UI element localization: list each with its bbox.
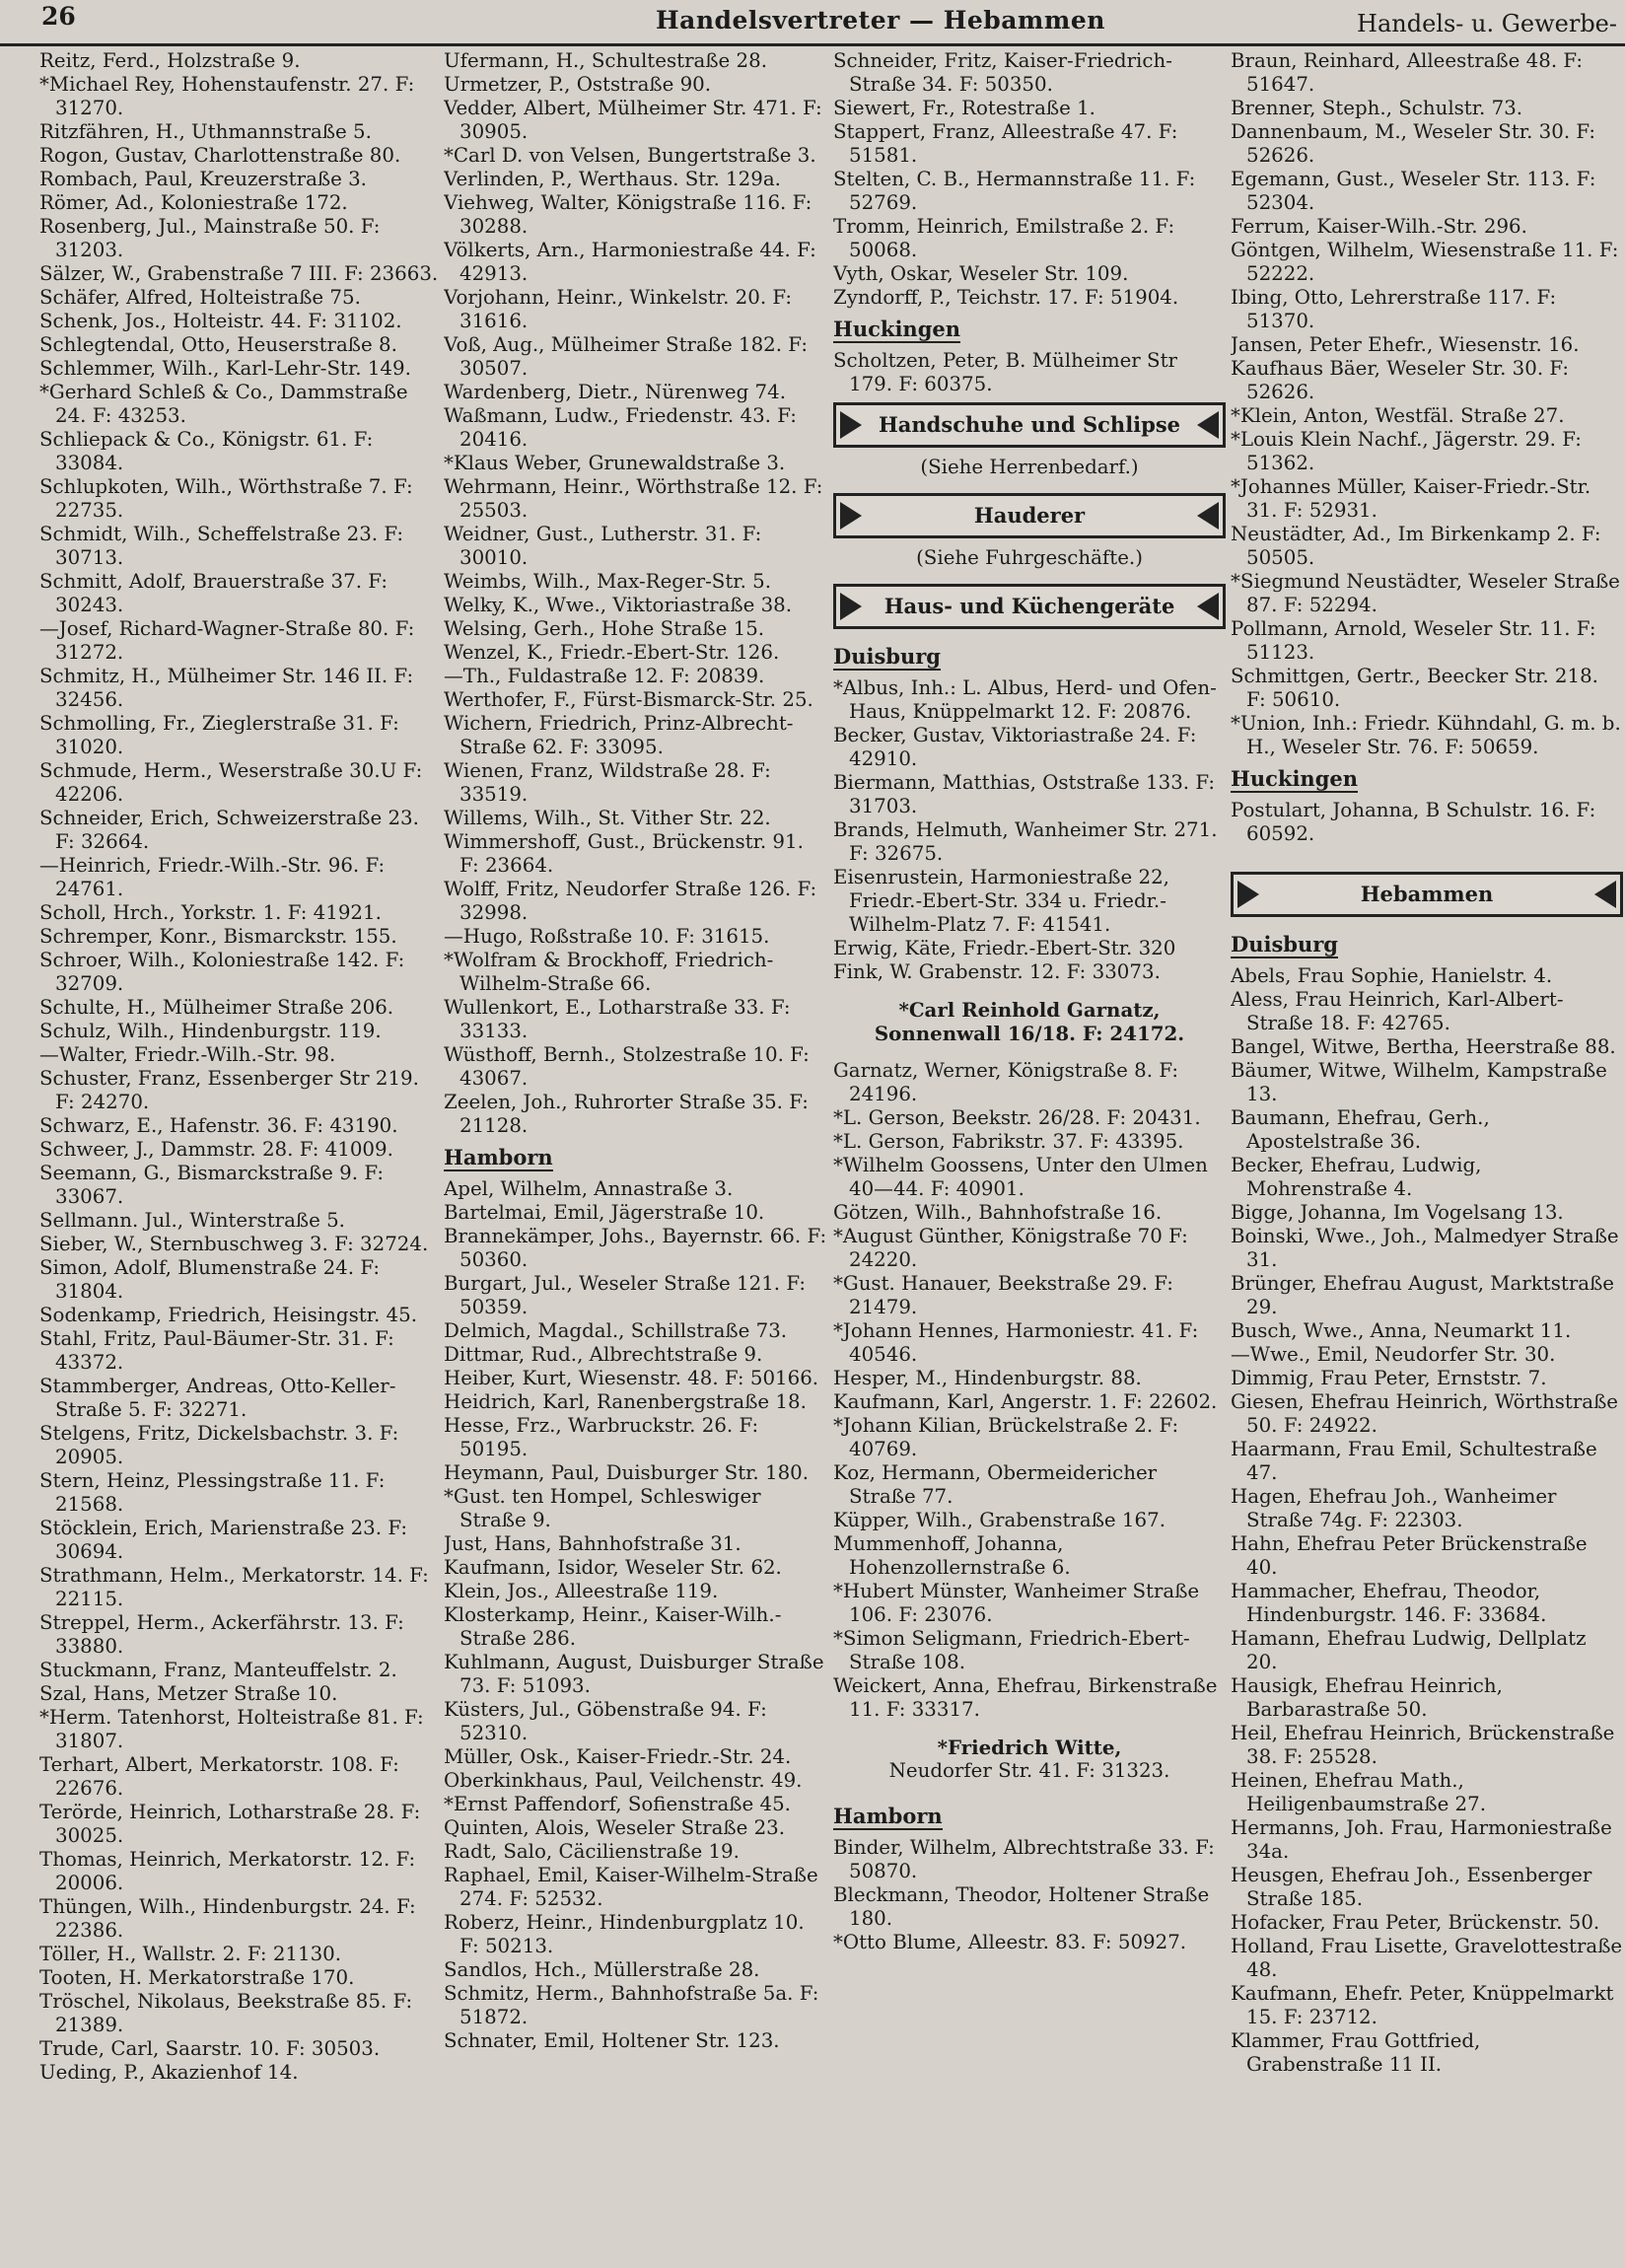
directory-entry: Baumann, Ehefrau, Gerh., Apostelstraße 36. <box>1231 1106 1490 1153</box>
bowtie-ornament-icon <box>1197 411 1219 439</box>
directory-entry: *Johann Hennes, Harmoniestr. 41. F: 40546. <box>833 1319 1199 1366</box>
featured-entry-name: *Carl Reinhold Garnatz, <box>898 998 1161 1022</box>
directory-entry: Schmude, Herm., Weserstraße 30.U F: 42206. <box>39 759 423 806</box>
directory-entry: Schmitz, H., Mülheimer Str. 146 II. F: 32456. <box>39 665 414 711</box>
entry-list <box>444 1177 828 2053</box>
directory-entry: —Hugo, Roßstraße 10. F: 31615. <box>444 925 770 948</box>
section-heading-hamborn: Hamborn <box>444 1145 553 1169</box>
entry-list <box>833 49 1226 310</box>
section-heading-huckingen: Huckingen <box>1231 766 1359 791</box>
directory-entry: Werthofer, F., Fürst-Bismarck-Str. 25. <box>444 688 813 711</box>
directory-entry: Fink, W. Grabenstr. 12. F: 33073. <box>833 960 1161 983</box>
directory-entry: Roberz, Heinr., Hindenburgplatz 10. F: 50213. <box>444 1911 805 1957</box>
directory-entry: Boinski, Wwe., Joh., Malmedyer Straße 31. <box>1231 1225 1619 1271</box>
directory-entry: Weidner, Gust., Lutherstr. 31. F: 30010. <box>444 523 762 569</box>
directory-entry: Hausigk, Ehefrau Heinrich, Barbarastraße 50. <box>1231 1674 1503 1721</box>
directory-entry: *Wilhelm Goossens, Unter den Ulmen 40—44. F: 40901. <box>833 1154 1208 1200</box>
directory-entry: Dannenbaum, M., Weseler Str. 30. F: 52626. <box>1231 120 1596 167</box>
category-title: Hauderer <box>973 503 1086 528</box>
featured-entry-address: Neudorfer Str. 41. F: 31323. <box>888 1759 1170 1782</box>
directory-entry: Thüngen, Wilh., Hindenburgstr. 24. F: 22386. <box>39 1895 416 1942</box>
directory-entry: Schroer, Wilh., Koloniestraße 142. F: 32709. <box>39 949 405 995</box>
directory-entry: Ritzfähren, H., Uthmannstraße 5. <box>39 120 372 143</box>
directory-entry: Heymann, Paul, Duisburger Str. 180. <box>444 1461 810 1484</box>
directory-entry: Becker, Ehefrau, Ludwig, Mohrenstraße 4. <box>1231 1154 1482 1200</box>
featured-entry-address: Sonnenwall 16/18. F: 24172. <box>874 1022 1185 1045</box>
directory-entry: Welsing, Gerh., Hohe Straße 15. <box>444 617 765 640</box>
directory-entry: Reitz, Ferd., Holzstraße 9. <box>39 49 301 72</box>
section-heading-duisburg: Duisburg <box>1231 932 1338 957</box>
directory-entry: Göntgen, Wilhelm, Wiesenstraße 11. F: 52222. <box>1231 239 1619 285</box>
directory-entry: Wolff, Fritz, Neudorfer Straße 126. F: 32998. <box>444 878 817 924</box>
directory-entry: Heiber, Kurt, Wiesenstr. 48. F: 50166. <box>444 1367 819 1389</box>
bowtie-ornament-icon <box>1594 881 1616 908</box>
category-title: Handschuhe und Schlipse <box>878 412 1181 437</box>
directory-entry: Welky, K., Wwe., Viktoriastraße 38. <box>444 594 793 616</box>
directory-entry: Schnater, Emil, Holtener Str. 123. <box>444 2029 780 2052</box>
directory-entry: Klammer, Frau Gottfried, Grabenstraße 11 II. <box>1231 2029 1481 2076</box>
directory-entry: Kaufhaus Bäer, Weseler Str. 30. F: 52626. <box>1231 357 1570 403</box>
directory-entry: Schmittgen, Gertr., Beecker Str. 218. F: 50610. <box>1231 665 1598 711</box>
directory-entry: Hesper, M., Hindenburgstr. 88. <box>833 1367 1142 1389</box>
directory-entry: Biermann, Matthias, Oststraße 133. F: 31703. <box>833 771 1216 817</box>
directory-entry: *Gust. ten Hompel, Schleswiger Straße 9. <box>444 1485 761 1531</box>
directory-entry: Strathmann, Helm., Merkatorstr. 14. F: 22115. <box>39 1564 429 1610</box>
section-heading-huckingen: Huckingen <box>833 317 961 341</box>
directory-entry: Haarmann, Frau Emil, Schultestraße 47. <box>1231 1438 1597 1484</box>
directory-entry: Simon, Adolf, Blumenstraße 24. F: 31804. <box>39 1256 381 1303</box>
directory-entry: *Gerhard Schleß & Co., Dammstraße 24. F: 43253. <box>39 381 408 427</box>
bowtie-ornament-icon <box>840 593 862 620</box>
entry-list <box>833 349 1226 396</box>
directory-entry: *Carl D. von Velsen, Bungertstraße 3. <box>444 144 816 167</box>
directory-entry: Bangel, Witwe, Bertha, Heerstraße 88. <box>1231 1035 1616 1058</box>
directory-entry: Stammberger, Andreas, Otto-Keller-Straße 5. F: 32271. <box>39 1375 396 1421</box>
directory-entry: Wüsthoff, Bernh., Stolzestraße 10. F: 43067. <box>444 1043 810 1090</box>
bowtie-ornament-icon <box>1237 881 1259 908</box>
directory-entry: Oberkinkhaus, Paul, Veilchenstr. 49. <box>444 1769 803 1792</box>
directory-entry: Schwarz, E., Hafenstr. 36. F: 43190. <box>39 1114 398 1137</box>
directory-entry: Waßmann, Ludw., Friedenstr. 43. F: 20416. <box>444 404 797 451</box>
directory-entry: Bäumer, Witwe, Wilhelm, Kampstraße 13. <box>1231 1059 1607 1105</box>
directory-entry: Scholl, Hrch., Yorkstr. 1. F: 41921. <box>39 901 382 924</box>
directory-entry: Küsters, Jul., Göbenstraße 94. F: 52310. <box>444 1698 767 1744</box>
directory-entry: —Heinrich, Friedr.-Wilh.-Str. 96. F: 24761. <box>39 854 386 900</box>
directory-entry: Schlupkoten, Wilh., Wörthstraße 7. F: 22735. <box>39 475 413 522</box>
directory-entry: *Klaus Weber, Grunewaldstraße 3. <box>444 452 786 474</box>
directory-entry: Hammacher, Ehefrau, Theodor, Hindenburgstr. 146. F: 33684. <box>1231 1580 1547 1626</box>
directory-entry: Wullenkort, E., Lotharstraße 33. F: 33133. <box>444 996 791 1042</box>
directory-entry: *Union, Inh.: Friedr. Kühndahl, G. m. b. H., Weseler Str. 76. F: 50659. <box>1231 712 1621 758</box>
directory-entry: Verlinden, P., Werthaus. Str. 129a. <box>444 168 781 190</box>
category-banner <box>1231 872 1623 917</box>
directory-entry: Schlemmer, Wilh., Karl-Lehr-Str. 149. <box>39 357 411 380</box>
directory-entry: Töller, H., Wallstr. 2. F: 21130. <box>39 1943 342 1965</box>
directory-entry: Giesen, Ehefrau Heinrich, Wörthstraße 50. F: 24922. <box>1231 1390 1619 1437</box>
directory-entry: Bleckmann, Theodor, Holtener Straße 180. <box>833 1883 1210 1930</box>
directory-entry: Willems, Wilh., St. Vither Str. 22. <box>444 807 771 829</box>
directory-entry: Stahl, Fritz, Paul-Bäumer-Str. 31. F: 43372. <box>39 1327 394 1374</box>
entry-list <box>1231 799 1623 846</box>
directory-entry: Schulz, Wilh., Hindenburgstr. 119. <box>39 1020 382 1042</box>
directory-entry: Schweer, J., Dammstr. 28. F: 41009. <box>39 1138 393 1161</box>
directory-entry: Völkerts, Arn., Harmoniestraße 44. F: 42913. <box>444 239 816 285</box>
directory-entry: *Herm. Tatenhorst, Holteistraße 81. F: 31807. <box>39 1706 424 1752</box>
directory-entry: Brands, Helmuth, Wanheimer Str. 271. F: 32675. <box>833 818 1218 865</box>
directory-entry: Delmich, Magdal., Schillstraße 73. <box>444 1319 788 1342</box>
directory-entry: Erwig, Käte, Friedr.-Ebert-Str. 320 <box>833 937 1176 959</box>
directory-entry: Raphael, Emil, Kaiser-Wilhelm-Straße 274. F: 52532. <box>444 1864 818 1910</box>
directory-entry: Ueding, P., Akazienhof 14. <box>39 2061 299 2084</box>
category-banner <box>833 402 1226 448</box>
directory-entry: Tooten, H. Merkatorstraße 170. <box>39 1966 355 1989</box>
directory-entry: Binder, Wilhelm, Albrechtstraße 33. F: 50870. <box>833 1836 1215 1882</box>
directory-entry: Zyndorff, P., Teichstr. 17. F: 51904. <box>833 286 1179 309</box>
directory-entry: Schäfer, Alfred, Holteistraße 75. <box>39 286 361 309</box>
directory-entry: Szal, Hans, Metzer Straße 10. <box>39 1682 338 1705</box>
directory-entry: Sieber, W., Sternbuschweg 3. F: 32724. <box>39 1233 429 1255</box>
directory-entry: *Michael Rey, Hohenstaufenstr. 27. F: 31270. <box>39 73 415 119</box>
directory-entry: Neustädter, Ad., Im Birkenkamp 2. F: 50505. <box>1231 523 1601 569</box>
directory-entry: Hahn, Ehefrau Peter Brückenstraße 40. <box>1231 1532 1588 1579</box>
entry-list <box>1231 49 1623 759</box>
directory-entry: Hamann, Ehefrau Ludwig, Dellplatz 20. <box>1231 1627 1587 1673</box>
column-4 <box>1231 49 1623 2258</box>
directory-entry: Klosterkamp, Heinr., Kaiser-Wilh.-Straße 286. <box>444 1603 782 1650</box>
directory-entry: Klein, Jos., Alleestraße 119. <box>444 1580 719 1602</box>
directory-entry: Scholtzen, Peter, B. Mülheimer Str 179. F: 60375. <box>833 349 1178 395</box>
cross-reference: (Siehe Fuhrgeschäfte.) <box>916 546 1143 569</box>
category-banner <box>833 493 1226 538</box>
directory-entry: Kuhlmann, August, Duisburger Straße 73. F: 51093. <box>444 1651 824 1697</box>
directory-entry: Terhart, Albert, Merkatorstr. 108. F: 22676. <box>39 1753 399 1800</box>
directory-entry: Eisenrustein, Harmoniestraße 22, Friedr.-Ebert-Str. 334 u. Friedr.-Wilhelm-Platz 7. F: 41541. <box>833 866 1169 936</box>
directory-entry: Becker, Gustav, Viktoriastraße 24. F: 42910. <box>833 724 1197 770</box>
directory-entry: Wimmershoff, Gust., Brückenstr. 91. F: 23664. <box>444 830 804 877</box>
directory-entry: Schuster, Franz, Essenberger Str 219. F: 24270. <box>39 1067 419 1113</box>
directory-entry: Heidrich, Karl, Ranenbergstraße 18. <box>444 1390 807 1413</box>
directory-entry: Schenk, Jos., Holteistr. 44. F: 31102. <box>39 310 402 332</box>
cross-reference: (Siehe Herrenbedarf.) <box>920 456 1139 478</box>
directory-entry: Heinen, Ehefrau Math., Heiligenbaumstraße 27. <box>1231 1769 1487 1815</box>
column-1 <box>39 49 439 2258</box>
directory-entry: *Otto Blume, Alleestr. 83. F: 50927. <box>833 1931 1187 1953</box>
entry-list <box>833 1059 1226 1722</box>
directory-entry: Heil, Ehefrau Heinrich, Brückenstraße 38. F: 25528. <box>1231 1722 1615 1768</box>
directory-entry: *August Günther, Königstraße 70 F: 24220. <box>833 1225 1188 1271</box>
directory-entry: Wehrmann, Heinr., Wörthstraße 12. F: 25503. <box>444 475 823 522</box>
directory-entry: Weimbs, Wilh., Max-Reger-Str. 5. <box>444 570 772 593</box>
directory-entry: Holland, Frau Lisette, Gravelottestraße 48. <box>1231 1935 1623 1981</box>
directory-entry: Tromm, Heinrich, Emilstraße 2. F: 50068. <box>833 215 1175 261</box>
directory-entry: *Siegmund Neustädter, Weseler Straße 87. F: 52294. <box>1231 570 1620 616</box>
directory-entry: Götzen, Wilh., Bahnhofstraße 16. <box>833 1201 1163 1224</box>
directory-entry: Heusgen, Ehefrau Joh., Essenberger Straße 185. <box>1231 1864 1592 1910</box>
directory-entry: Ibing, Otto, Lehrerstraße 117. F: 51370. <box>1231 286 1557 332</box>
directory-entry: Wienen, Franz, Wildstraße 28. F: 33519. <box>444 759 771 806</box>
directory-entry: Wichern, Friedrich, Prinz-Albrecht-Straße 62. F: 33095. <box>444 712 794 758</box>
directory-entry: *Louis Klein Nachf., Jägerstr. 29. F: 51362. <box>1231 428 1582 474</box>
bowtie-ornament-icon <box>840 411 862 439</box>
directory-entry: Pollmann, Arnold, Weseler Str. 11. F: 51123. <box>1231 617 1596 664</box>
directory-entry: Braun, Reinhard, Alleestraße 48. F: 51647. <box>1231 49 1584 96</box>
directory-entry: Burgart, Jul., Weseler Straße 121. F: 50359. <box>444 1272 807 1318</box>
directory-entry: —Wwe., Emil, Neudorfer Str. 30. <box>1231 1343 1556 1366</box>
directory-entry: Weickert, Anna, Ehefrau, Birkenstraße 11. F: 33317. <box>833 1674 1218 1721</box>
directory-entry: Kaufmann, Isidor, Weseler Str. 62. <box>444 1556 782 1579</box>
directory-entry: Postulart, Johanna, B Schulstr. 16. F: 60592. <box>1231 799 1596 845</box>
category-banner <box>833 584 1226 629</box>
entry-list <box>444 49 828 1138</box>
directory-entry: Sandlos, Hch., Müllerstraße 28. <box>444 1958 760 1981</box>
directory-entry: Stuckmann, Franz, Manteuffelstr. 2. <box>39 1659 397 1681</box>
directory-entry: *L. Gerson, Beekstr. 26/28. F: 20431. <box>833 1106 1201 1129</box>
directory-entry: *L. Gerson, Fabrikstr. 37. F: 43395. <box>833 1130 1184 1153</box>
directory-entry: Vyth, Oskar, Weseler Str. 109. <box>833 262 1129 285</box>
bowtie-ornament-icon <box>1197 502 1219 530</box>
directory-entry: Viehweg, Walter, Königstraße 116. F: 30288. <box>444 191 812 238</box>
directory-entry: Sodenkamp, Friedrich, Heisingstr. 45. <box>39 1304 417 1326</box>
directory-entry: Wardenberg, Dietr., Nürenweg 74. <box>444 381 787 403</box>
directory-entry: Trude, Carl, Saarstr. 10. F: 30503. <box>39 2037 381 2060</box>
entry-list <box>1231 964 1623 2077</box>
directory-entry: Römer, Ad., Koloniestraße 172. <box>39 191 348 214</box>
directory-entry: Jansen, Peter Ehefr., Wiesenstr. 16. <box>1231 333 1580 356</box>
directory-entry: Stelgens, Fritz, Dickelsbachstr. 3. F: 20905. <box>39 1422 399 1468</box>
directory-entry: *Johann Kilian, Brückelstraße 2. F: 40769. <box>833 1414 1179 1460</box>
directory-entry: Schmolling, Fr., Zieglerstraße 31. F: 31020. <box>39 712 399 758</box>
directory-entry: *Klein, Anton, Westfäl. Straße 27. <box>1231 404 1565 427</box>
directory-entry: Vedder, Albert, Mülheimer Str. 471. F: 30905. <box>444 97 822 143</box>
directory-entry: *Hubert Münster, Wanheimer Straße 106. F: 23076. <box>833 1580 1200 1626</box>
directory-entry: Stern, Heinz, Plessingstraße 11. F: 21568. <box>39 1469 386 1516</box>
directory-entry: Schmidt, Wilh., Scheffelstraße 23. F: 30713. <box>39 523 404 569</box>
directory-entry: Kaufmann, Karl, Angerstr. 1. F: 22602. <box>833 1390 1218 1413</box>
directory-entry: Streppel, Herm., Ackerfährstr. 13. F: 33880. <box>39 1611 404 1658</box>
directory-entry: Terörde, Heinrich, Lotharstraße 28. F: 30025. <box>39 1801 421 1847</box>
directory-entry: Müller, Osk., Kaiser-Friedr.-Str. 24. <box>444 1745 792 1768</box>
directory-entry: Ferrum, Kaiser-Wilh.-Str. 296. <box>1231 215 1527 238</box>
directory-entry: Wenzel, K., Friedr.-Ebert-Str. 126. <box>444 641 780 664</box>
bowtie-ornament-icon <box>1197 593 1219 620</box>
directory-entry: —Josef, Richard-Wagner-Straße 80. F: 31272. <box>39 617 415 664</box>
directory-entry: Garnatz, Werner, Königstraße 8. F: 24196. <box>833 1059 1179 1105</box>
directory-entry: Schulte, H., Mülheimer Straße 206. <box>39 996 394 1019</box>
column-2 <box>444 49 828 2258</box>
directory-entry: Egemann, Gust., Weseler Str. 113. F: 52304. <box>1231 168 1596 214</box>
featured-entry-name: *Friedrich Witte, <box>937 1736 1122 1759</box>
directory-entry: Sellmann. Jul., Winterstraße 5. <box>39 1209 345 1232</box>
directory-entry: Stöcklein, Erich, Marienstraße 23. F: 30694. <box>39 1517 408 1563</box>
page-header <box>0 0 1625 46</box>
category-title: Haus- und Küchengeräte <box>883 594 1175 618</box>
directory-entry: Vorjohann, Heinr., Winkelstr. 20. F: 31616. <box>444 286 793 332</box>
directory-entry: Hermanns, Joh. Frau, Harmoniestraße 34a. <box>1231 1816 1612 1863</box>
directory-entry: Siewert, Fr., Rotestraße 1. <box>833 97 1095 119</box>
directory-entry: Urmetzer, P., Oststraße 90. <box>444 73 712 96</box>
directory-entry: Quinten, Alois, Weseler Straße 23. <box>444 1816 786 1839</box>
directory-entry: Aless, Frau Heinrich, Karl-Albert-Straße 18. F: 42765. <box>1231 988 1564 1034</box>
directory-entry: Mummenhoff, Johanna, Hohenzollernstraße 6. <box>833 1532 1071 1579</box>
directory-entry: Radt, Salo, Cäcilienstraße 19. <box>444 1840 740 1863</box>
directory-entry: Schneider, Erich, Schweizerstraße 23. F: 32664. <box>39 807 419 853</box>
directory-entry: Rogon, Gustav, Charlottenstraße 80. <box>39 144 401 167</box>
directory-entry: Schmitt, Adolf, Brauerstraße 37. F: 30243. <box>39 570 388 616</box>
directory-entry: Rosenberg, Jul., Mainstraße 50. F: 31203. <box>39 215 381 261</box>
directory-entry: Brünger, Ehefrau August, Marktstraße 29. <box>1231 1272 1614 1318</box>
category-title: Hebammen <box>1360 882 1494 906</box>
directory-entry: *Albus, Inh.: L. Albus, Herd- und Ofen-Haus, Knüppelmarkt 12. F: 20876. <box>833 676 1217 723</box>
directory-entry: Thomas, Heinrich, Merkatorstr. 12. F: 20006. <box>39 1848 416 1894</box>
directory-entry: Rombach, Paul, Kreuzerstraße 3. <box>39 168 367 190</box>
directory-entry: Dimmig, Frau Peter, Ernststr. 7. <box>1231 1367 1547 1389</box>
section-heading-hamborn: Hamborn <box>833 1804 943 1828</box>
directory-entry: Brannekämper, Johs., Bayernstr. 66. F: 50360. <box>444 1225 827 1271</box>
column-3 <box>833 49 1226 2258</box>
directory-entry: Bartelmai, Emil, Jägerstraße 10. <box>444 1201 765 1224</box>
directory-entry: Hesse, Frz., Warbruckstr. 26. F: 50195. <box>444 1414 759 1460</box>
directory-entry: *Simon Seligmann, Friedrich-Ebert-Straße 108. <box>833 1627 1190 1673</box>
directory-entry: Schneider, Fritz, Kaiser-Friedrich-Straße 34. F: 50350. <box>833 49 1172 96</box>
page-title: Handelsvertreter — Hebammen <box>656 6 1105 35</box>
directory-entry: Tröschel, Nikolaus, Beekstraße 85. F: 21389. <box>39 1990 413 2036</box>
directory-entry: Voß, Aug., Mülheimer Straße 182. F: 30507. <box>444 333 808 380</box>
directory-entry: Apel, Wilhelm, Annastraße 3. <box>444 1177 734 1200</box>
directory-entry: Abels, Frau Sophie, Hanielstr. 4. <box>1231 964 1553 987</box>
directory-entry: Hofacker, Frau Peter, Brückenstr. 50. <box>1231 1911 1600 1934</box>
directory-entry: Schliepack & Co., Königstr. 61. F: 33084. <box>39 428 374 474</box>
directory-entry: Zeelen, Joh., Ruhrorter Straße 35. F: 21128. <box>444 1091 809 1137</box>
page-number: 26 <box>41 2 76 31</box>
directory-entry: Busch, Wwe., Anna, Neumarkt 11. <box>1231 1319 1572 1342</box>
directory-entry: Schremper, Konr., Bismarckstr. 155. <box>39 925 397 948</box>
directory-entry: Bigge, Johanna, Im Vogelsang 13. <box>1231 1201 1564 1224</box>
directory-entry: Stelten, C. B., Hermannstraße 11. F: 52769. <box>833 168 1196 214</box>
entry-list <box>833 1836 1226 1954</box>
running-head: Handels- u. Gewerbe- <box>1357 10 1617 37</box>
bowtie-ornament-icon <box>840 502 862 530</box>
directory-entry: *Gust. Hanauer, Beekstraße 29. F: 21479. <box>833 1272 1173 1318</box>
directory-entry: Ufermann, H., Schultestraße 28. <box>444 49 767 72</box>
directory-entry: Brenner, Steph., Schulstr. 73. <box>1231 97 1523 119</box>
directory-entry: Koz, Hermann, Obermeidericher Straße 77. <box>833 1461 1158 1508</box>
directory-entry: —Walter, Friedr.-Wilh.-Str. 98. <box>39 1043 336 1066</box>
entry-list <box>833 676 1226 984</box>
directory-entry: Schmitz, Herm., Bahnhofstraße 5a. F: 51872. <box>444 1982 819 2028</box>
directory-entry: Sälzer, W., Grabenstraße 7 III. F: 23663. <box>39 262 439 285</box>
section-heading-duisburg: Duisburg <box>833 644 941 669</box>
directory-entry: Seemann, G., Bismarckstraße 9. F: 33067. <box>39 1162 385 1208</box>
directory-entry: *Wolfram & Brockhoff, Friedrich-Wilhelm-Straße 66. <box>444 949 774 995</box>
directory-entry: Schlegtendal, Otto, Heuserstraße 8. <box>39 333 397 356</box>
directory-entry: *Johannes Müller, Kaiser-Friedr.-Str. 31. F: 52931. <box>1231 475 1591 522</box>
directory-entry: Küpper, Wilh., Grabenstraße 167. <box>833 1509 1166 1531</box>
directory-entry: Just, Hans, Bahnhofstraße 31. <box>444 1532 742 1555</box>
directory-entry: Dittmar, Rud., Albrechtstraße 9. <box>444 1343 763 1366</box>
directory-entry: Stappert, Franz, Alleestraße 47. F: 51581. <box>833 120 1178 167</box>
directory-entry: Kaufmann, Ehefr. Peter, Knüppelmarkt 15. F: 23712. <box>1231 1982 1614 2028</box>
directory-entry: Hagen, Ehefrau Joh., Wanheimer Straße 74g. F: 22303. <box>1231 1485 1557 1531</box>
directory-entry: —Th., Fuldastraße 12. F: 20839. <box>444 665 765 687</box>
directory-entry: *Ernst Paffendorf, Sofienstraße 45. <box>444 1793 791 1815</box>
